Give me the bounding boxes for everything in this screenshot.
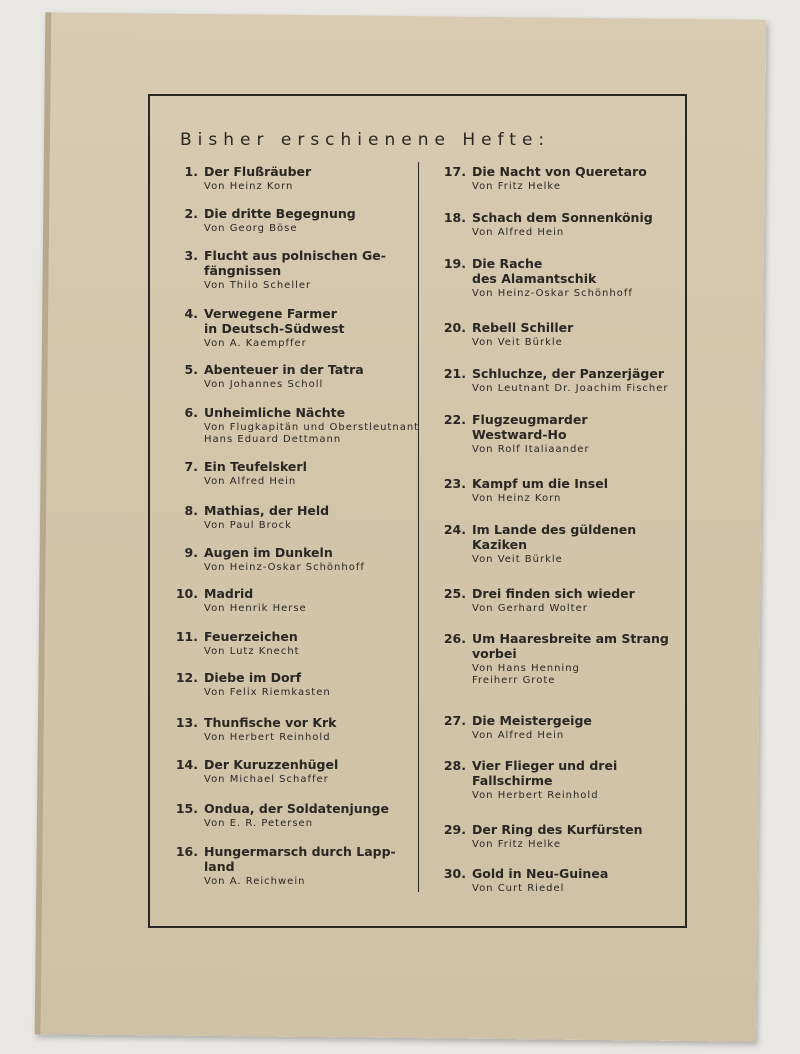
issue-number: 7. [184, 459, 198, 474]
issue-number: 8. [184, 503, 198, 518]
issue-title: Augen im Dunkeln [204, 545, 333, 560]
issue-number: 9. [184, 545, 198, 560]
issue-title: Ondua, der Soldatenjunge [204, 801, 389, 816]
issue-author: Freiherr Grote [472, 675, 556, 686]
issue-author: Von A. Reichwein [204, 876, 306, 887]
issue-title: Verwegene Farmer [204, 306, 337, 321]
issue-author: Von Heinz Korn [204, 181, 294, 192]
issue-title: Westward-Ho [472, 427, 567, 442]
issue-title: Madrid [204, 586, 254, 601]
issue-title: Rebell Schiller [472, 320, 574, 335]
issue-title: Ein Teufelskerl [204, 459, 307, 474]
issue-title: Feuerzeichen [204, 629, 298, 644]
issue-author: Von Paul Brock [204, 520, 292, 531]
issue-author: Von Fritz Helke [472, 839, 561, 850]
issue-title: Schach dem Sonnenkönig [472, 210, 653, 225]
issue-number: 12. [175, 670, 198, 685]
issue-author: Von Herbert Reinhold [472, 790, 599, 801]
issue-author: Von Rolf Italiaander [472, 444, 590, 455]
issue-author: Von Flugkapitän und Oberstleutnant [204, 422, 420, 433]
issue-title: Kaziken [472, 537, 528, 552]
issue-author: Von Lutz Knecht [204, 646, 300, 657]
issue-title: Schluchze, der Panzerjäger [472, 366, 664, 381]
issue-title: Der Flußräuber [204, 164, 312, 179]
issue-number: 15. [175, 801, 198, 816]
issue-number: 28. [443, 758, 466, 773]
issue-title: vorbei [472, 646, 517, 661]
issue-author: Von Veit Bürkle [472, 554, 563, 565]
issue-number: 27. [443, 713, 466, 728]
issue-number: 23. [443, 476, 466, 491]
issue-number: 22. [443, 412, 466, 427]
issue-author: Von Curt Riedel [472, 883, 565, 894]
issue-number: 13. [175, 715, 198, 730]
issue-author: Von Georg Böse [204, 223, 298, 234]
issue-number: 21. [443, 366, 466, 381]
issue-number: 30. [443, 866, 466, 881]
issue-title: Die Nacht von Queretaro [472, 164, 647, 179]
issue-author: Von Gerhard Wolter [472, 603, 588, 614]
issue-title: Flucht aus polnischen Ge- [204, 248, 386, 263]
issue-number: 11. [175, 629, 198, 644]
issue-author: Von Hans Henning [472, 663, 580, 674]
issue-number: 18. [443, 210, 466, 225]
issue-title: Gold in Neu-Guinea [472, 866, 609, 881]
issue-number: 3. [184, 248, 198, 263]
issue-title: Mathias, der Held [204, 503, 330, 518]
issue-author: Von Felix Riemkasten [204, 687, 331, 698]
issue-author: Von Alfred Hein [204, 476, 297, 487]
issue-author: Von Heinz Korn [472, 493, 562, 504]
issue-number: 17. [443, 164, 466, 179]
issue-number: 2. [184, 206, 198, 221]
issue-title: des Alamantschik [472, 271, 597, 286]
list-heading: Bisher erschienene Hefte: [180, 130, 551, 150]
issue-author: Von Michael Schaffer [204, 774, 329, 785]
issue-author: Hans Eduard Dettmann [204, 434, 342, 445]
issue-number: 29. [443, 822, 466, 837]
issue-title: fängnissen [204, 263, 282, 278]
issue-author: Von Veit Bürkle [472, 337, 563, 348]
issue-author: Von Thilo Scheller [204, 280, 312, 291]
issue-author: Von Fritz Helke [472, 181, 561, 192]
issue-title: Die Rache [472, 256, 543, 271]
issue-number: 24. [443, 522, 466, 537]
issue-title: Kampf um die Insel [472, 476, 608, 491]
issue-number: 6. [184, 405, 198, 420]
issue-author: Von A. Kaempffer [204, 338, 307, 349]
issue-author: Von Alfred Hein [472, 730, 565, 741]
issue-author: Von Heinz-Oskar Schönhoff [472, 288, 633, 299]
issue-number: 26. [443, 631, 466, 646]
issue-title: Abenteuer in der Tatra [204, 362, 364, 377]
issue-title: Unheimliche Nächte [204, 405, 346, 420]
issue-title: Flugzeugmarder [472, 412, 588, 427]
issue-title: Im Lande des güldenen [472, 522, 637, 537]
issue-title: Der Kuruzzenhügel [204, 757, 339, 772]
issue-number: 16. [175, 844, 198, 859]
issue-author: Von Johannes Scholl [204, 379, 324, 390]
issue-number: 19. [443, 256, 466, 271]
issue-title: Vier Flieger und drei [472, 758, 618, 773]
issue-number: 20. [443, 320, 466, 335]
issue-title: Der Ring des Kurfürsten [472, 822, 643, 837]
issue-title: Um Haaresbreite am Strang [472, 631, 669, 646]
issue-number: 4. [184, 306, 198, 321]
issue-number: 25. [443, 586, 466, 601]
issue-author: Von Henrik Herse [204, 603, 307, 614]
issue-title: Diebe im Dorf [204, 670, 302, 685]
contents-frame [148, 94, 687, 928]
issue-title: Fallschirme [472, 773, 553, 788]
issue-title: Drei finden sich wieder [472, 586, 635, 601]
issue-author: Von Leutnant Dr. Joachim Fischer [472, 383, 669, 394]
issue-number: 10. [175, 586, 198, 601]
issue-title: land [204, 859, 235, 874]
issue-number: 1. [184, 164, 198, 179]
issue-number: 5. [184, 362, 198, 377]
issue-author: Von Heinz-Oskar Schönhoff [204, 562, 365, 573]
issue-title: Die dritte Begegnung [204, 206, 356, 221]
issue-number: 14. [175, 757, 198, 772]
issue-title: Die Meistergeige [472, 713, 592, 728]
issue-title: Hungermarsch durch Lapp- [204, 844, 396, 859]
issue-author: Von Alfred Hein [472, 227, 565, 238]
issue-author: Von E. R. Petersen [204, 818, 314, 829]
issue-title: Thunfische vor Krk [204, 715, 337, 730]
issue-title: in Deutsch-Südwest [204, 321, 345, 336]
issue-author: Von Herbert Reinhold [204, 732, 331, 743]
